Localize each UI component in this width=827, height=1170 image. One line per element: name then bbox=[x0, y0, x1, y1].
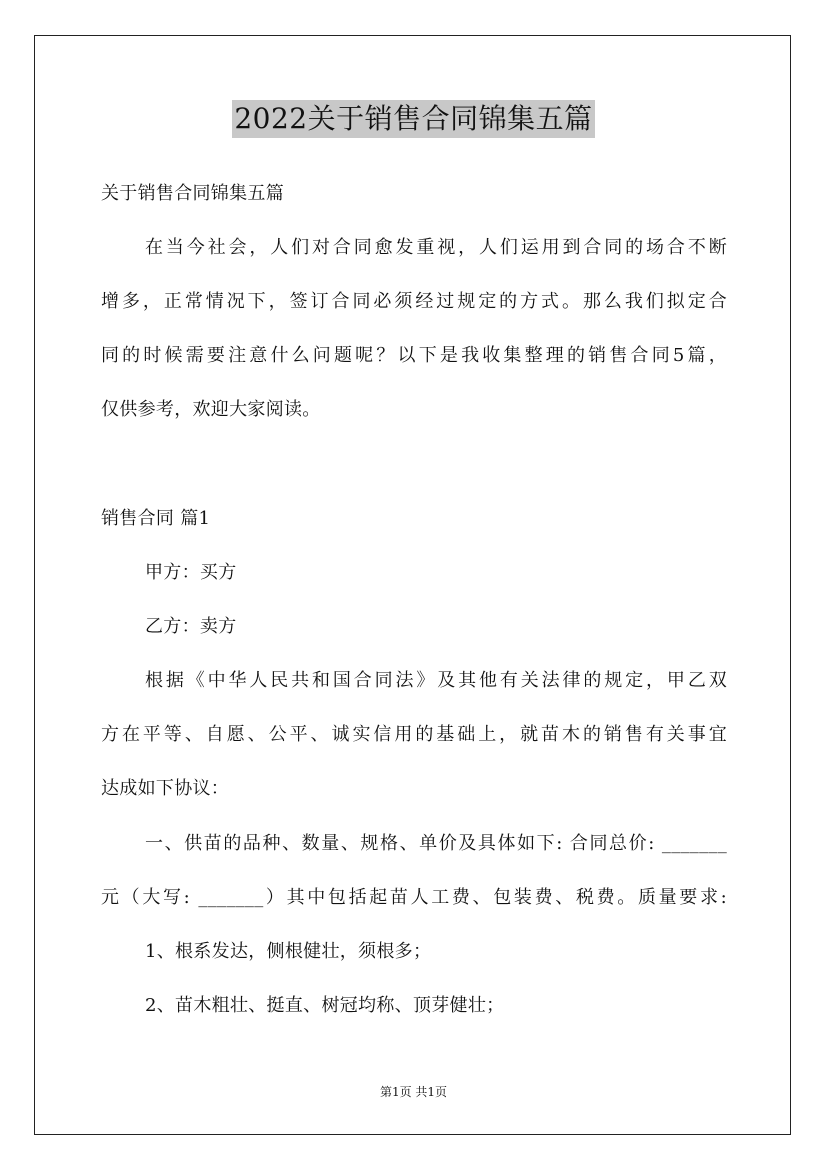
quality-item-2: 2、苗木粗壮、挺直、树冠均称、顶芽健壮； bbox=[145, 995, 505, 1016]
section-heading: 销售合同 篇1 bbox=[101, 508, 211, 529]
intro-line-1: 在当今社会，人们对合同愈发重视，人们运用到合同的场合不断 bbox=[145, 237, 727, 258]
intro-line-4: 仅供参考，欢迎大家阅读。 bbox=[101, 399, 321, 420]
intro-line-3: 同的时候需要注意什么问题呢？以下是我收集整理的销售合同5篇， bbox=[101, 345, 727, 366]
page-footer: 第1页 共1页 bbox=[379, 1085, 448, 1099]
basis-line-1: 根据《中华人民共和国合同法》及其他有关法律的规定，甲乙双 bbox=[145, 670, 727, 691]
basis-line-3: 达成如下协议： bbox=[101, 778, 230, 799]
quality-item-1: 1、根系发达，侧根健壮，须根多； bbox=[145, 941, 432, 962]
party-b: 乙方：卖方 bbox=[145, 616, 237, 637]
clause1-line-2: 元（大写: _______）其中包括起苗人工费、包装费、税费。质量要求: bbox=[101, 887, 727, 908]
clause1-line-1: 一、供苗的品种、数量、规格、单价及具体如下: 合同总价: _______ bbox=[145, 833, 727, 854]
document-subtitle: 关于销售合同锦集五篇 bbox=[101, 183, 284, 204]
title-container bbox=[0, 100, 827, 138]
basis-line-2: 方在平等、自愿、公平、诚实信用的基础上，就苗木的销售有关事宜 bbox=[101, 724, 727, 745]
party-a: 甲方：买方 bbox=[145, 562, 237, 583]
intro-line-2: 增多，正常情况下，签订合同必须经过规定的方式。那么我们拟定合 bbox=[101, 291, 727, 312]
document-title: 2022关于销售合同锦集五篇 bbox=[232, 100, 594, 138]
